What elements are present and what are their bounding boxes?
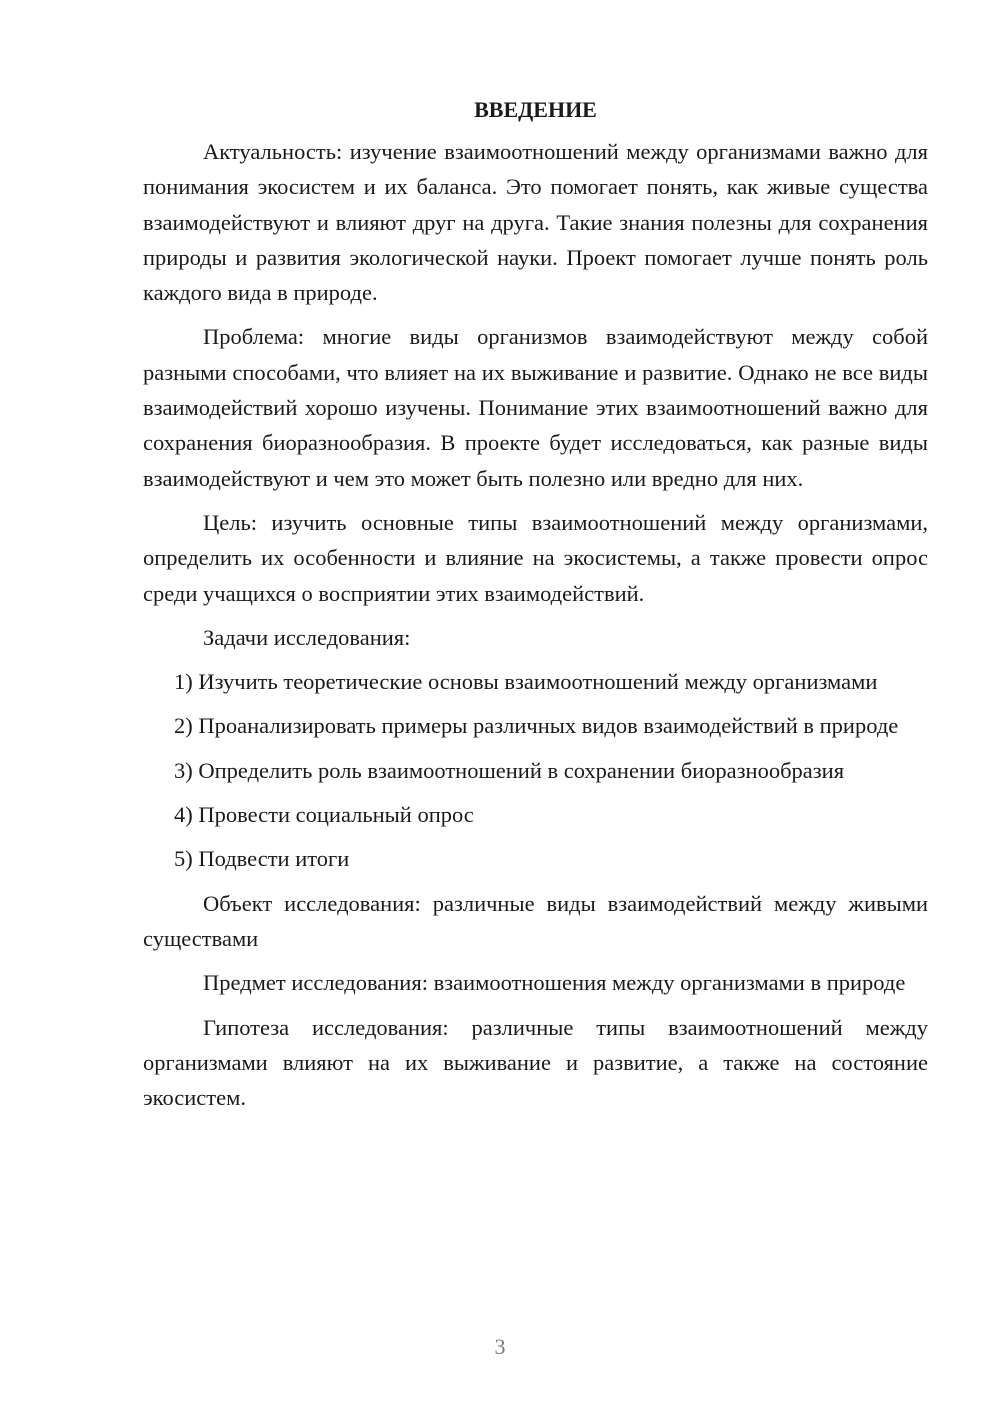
- document-title: ВВЕДЕНИЕ: [474, 97, 597, 122]
- problem-paragraph: Проблема: многие виды организмов взаимодействуют между собой разными способами, что влияет на их выживание и развитие. Однако не все виды взаимодействий хорошо изучены. Понимание этих взаимоотношений важно для сохранения биоразнообразия. В проекте будет исследоваться, как разные виды взаимодействуют и чем это может быть полезно или вредно для них.: [143, 324, 928, 491]
- document-page: [143, 95, 928, 1124]
- object-paragraph: Объект исследования: различные виды взаимодействий между живыми существами: [143, 890, 928, 951]
- hypothesis-paragraph: Гипотеза исследования: различные типы взаимоотношений между организмами влияют на их выживание и развитие, а также на состояние экосистем.: [143, 1014, 928, 1111]
- goal-paragraph: Цель: изучить основные типы взаимоотношений между организмами, определить их особенности и влияние на экосистемы, а также провести опрос среди учащихся о восприятии этих взаимодействий.: [143, 509, 928, 606]
- task-item: 5) Подвести итоги: [174, 846, 350, 872]
- page-number: 3: [494, 1334, 506, 1359]
- task-item: 2) Проанализировать примеры различных видов взаимодействий в природе: [174, 713, 899, 739]
- task-item: 3) Определить роль взаимоотношений в сохранении биоразнообразия: [174, 757, 845, 783]
- tasks-label: Задачи исследования:: [203, 624, 411, 650]
- task-item: 4) Провести социальный опрос: [174, 802, 474, 828]
- task-item: 1) Изучить теоретические основы взаимоотношений между организмами: [174, 669, 878, 695]
- subject-paragraph: Предмет исследования: взаимоотношения между организмами в природе: [203, 970, 906, 996]
- relevance-paragraph: Актуальность: изучение взаимоотношений между организмами важно для понимания экосистем и их баланса. Это помогает понять, как живые существа взаимодействуют и влияют друг на друга. Такие знания полезны для сохранения природы и развития экологической науки. Проект помогает лучше понять роль каждого вида в природе.: [143, 139, 928, 306]
